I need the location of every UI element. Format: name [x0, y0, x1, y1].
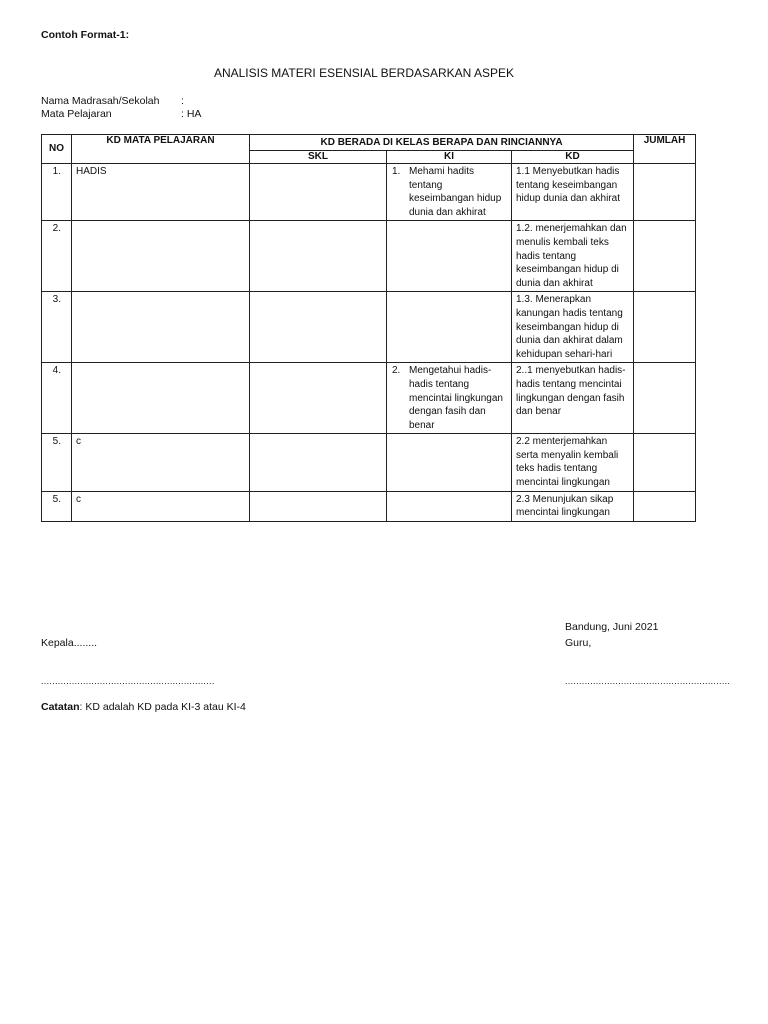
row-mapel: [72, 292, 250, 363]
row-ki: [387, 434, 512, 491]
signature-right-label: Guru,: [565, 637, 592, 649]
row-jumlah: [634, 491, 696, 521]
row-skl: [250, 434, 387, 491]
header-group: KD BERADA DI KELAS BERAPA DAN RINCIANNYA: [250, 135, 634, 151]
row-mapel: c: [72, 491, 250, 521]
analysis-table: [41, 134, 696, 522]
signature-date: Bandung, Juni 2021: [565, 621, 659, 633]
row-ki: [387, 221, 512, 292]
row-skl: [250, 164, 387, 221]
info-value-school: :: [181, 95, 184, 107]
row-ki: [387, 164, 512, 221]
table-row: [42, 221, 696, 292]
signature-left-line: ..............................................................: [41, 676, 215, 686]
row-no: 2.: [42, 221, 72, 292]
row-kd: 2.3 Menunjukan sikap mencintai lingkungan: [512, 491, 634, 521]
table-row: [42, 363, 696, 434]
row-skl: [250, 491, 387, 521]
row-kd: 2.2 menterjemahkan serta menyalin kembali teks hadis tentang mencintai lingkungan: [512, 434, 634, 491]
row-mapel: [72, 221, 250, 292]
header-no: NO: [42, 135, 72, 164]
ki-text: Mengetahui hadis-hadis tentang mencintai lingkungan dengan fasih dan benar: [409, 365, 503, 431]
row-kd: 1.3. Menerapkan kanungan hadis tentang keseimbangan hidup di dunia dan akhirat dalam kehidupan sehari-hari: [512, 292, 634, 363]
document-title: ANALISIS MATERI ESENSIAL BERDASARKAN ASPEK: [213, 66, 515, 80]
row-no: 5.: [42, 434, 72, 491]
note-text: : KD adalah KD pada KI-3 atau KI-4: [79, 701, 246, 713]
info-value-subject: : HA: [181, 108, 202, 120]
header-jumlah: JUMLAH: [634, 135, 696, 164]
row-mapel: HADIS: [72, 164, 250, 221]
row-mapel: [72, 363, 250, 434]
note: [41, 701, 246, 713]
row-mapel: c: [72, 434, 250, 491]
table-row: [42, 164, 696, 221]
row-jumlah: [634, 292, 696, 363]
signature-left-label: Kepala........: [41, 637, 98, 649]
row-skl: [250, 292, 387, 363]
table-row: [42, 434, 696, 491]
info-label-subject: Mata Pelajaran: [41, 108, 112, 120]
row-kd: 2..1 menyebutkan hadis-hadis tentang mencintai lingkungan dengan fasih dan benar: [512, 363, 634, 434]
table-row: [42, 491, 696, 521]
note-label: Catatan: [41, 701, 80, 713]
row-jumlah: [634, 221, 696, 292]
header-kd-mapel: KD MATA PELAJARAN: [72, 135, 250, 164]
row-jumlah: [634, 363, 696, 434]
header-ki: KI: [387, 151, 512, 164]
row-kd: 1.2. menerjemahkan dan menulis kembali teks hadis tentang keseimbangan hidup di dunia dan akhirat: [512, 221, 634, 292]
row-no: 4.: [42, 363, 72, 434]
signature-right-line: ...........................................................: [565, 676, 731, 686]
row-ki: [387, 292, 512, 363]
ki-text: Mehami hadits tentang keseimbangan hidup dunia dan akhirat: [409, 166, 502, 218]
row-jumlah: [634, 434, 696, 491]
row-ki: [387, 363, 512, 434]
format-label: Contoh Format-1:: [41, 29, 130, 41]
ki-number: 2.: [392, 365, 401, 377]
header-kd: KD: [512, 151, 634, 164]
row-skl: [250, 221, 387, 292]
row-no: 5.: [42, 491, 72, 521]
row-kd: 1.1 Menyebutkan hadis tentang keseimbangan hidup dunia dan akhirat: [512, 164, 634, 221]
header-skl: SKL: [250, 151, 387, 164]
row-no: 3.: [42, 292, 72, 363]
row-skl: [250, 363, 387, 434]
row-ki: [387, 491, 512, 521]
info-label-school: Nama Madrasah/Sekolah: [41, 95, 160, 107]
row-jumlah: [634, 164, 696, 221]
ki-number: 1.: [392, 166, 401, 177]
table-row: [42, 292, 696, 363]
row-no: 1.: [42, 164, 72, 221]
